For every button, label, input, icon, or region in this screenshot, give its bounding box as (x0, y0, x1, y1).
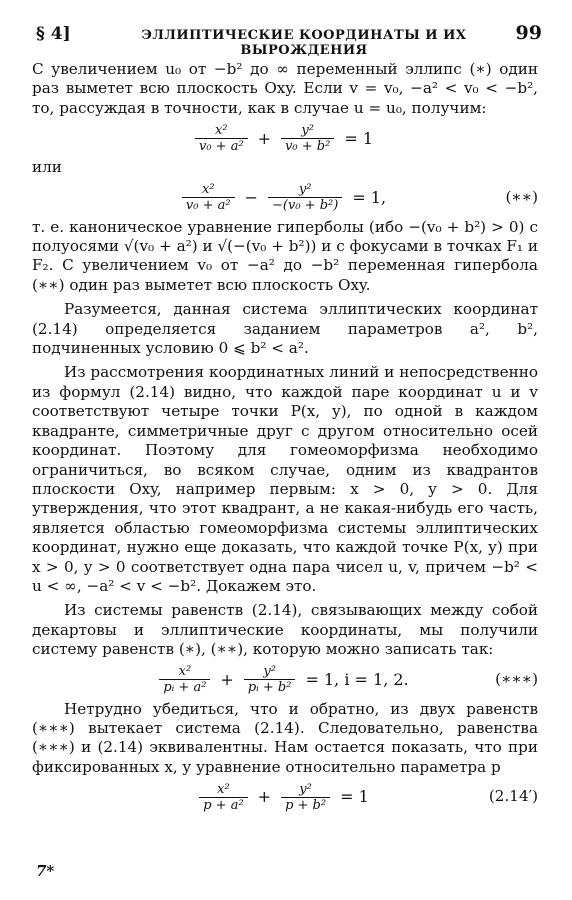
denominator: v₀ + b² (281, 138, 334, 154)
numerator: x² (217, 781, 230, 797)
denominator: pᵢ + a² (159, 679, 210, 695)
fraction (268, 182, 342, 213)
paragraph: Разумеется, данная система эллиптических координат (2.14) определяется заданием параметров a², b², подчиненных условию 0 ⩽ b² < a². (32, 300, 538, 358)
chapter-title: ЭЛЛИПТИЧЕСКИЕ КООРДИНАТЫ И ИХ ВЫРОЖДЕНИЯ (141, 28, 467, 58)
equation-tag: (2.14′) (488, 787, 538, 806)
paragraph: Нетрудно убедиться, что и обратно, из двух равенств (∗∗∗) вытекает система (2.14). Следовательно, равенства (∗∗∗) и (2.14) эквивалентны. Нам остается показать, что при фиксированных x, y уравнение относительно параметра p (32, 699, 538, 776)
denominator: v₀ + a² (195, 138, 248, 154)
running-header (36, 22, 542, 58)
operator: + (257, 787, 272, 807)
page-number: 99 (515, 22, 542, 44)
numerator: y² (299, 781, 312, 797)
fraction (281, 782, 330, 813)
paragraph: Из системы равенств (2.14), связывающих между собой декартовы и эллиптические координаты, мы получили систему равенств (∗), (∗∗), которую можно записать так: (32, 601, 538, 659)
paragraph: Из рассмотрения координатных линий и непосредственно из формул (2.14) видно, что каждой паре координат u и v соответствуют четыре точки P(x, y), по одной в каждом квадранте, симметричные друг с другом относительно осей координат. Поэтому для гомеоморфизма необходимо ограничиться, во всяком случае, одним из квадрантов плоскости Oxy, например первым: x > 0, y > 0. Для утверждения, что этот квадрант, а не какая-нибудь его часть, является областью гомеоморфизма системы эллиптических координат, нужно еще доказать, что каждой точке P(x, y) при x > 0, y > 0 соответствует одна пара чисел u, v, причем −b² < u < ∞, −a² < v < −b². Докажем это. (32, 363, 538, 595)
equation-system (32, 660, 538, 700)
equation-rhs: = 1 (340, 787, 369, 807)
fraction (244, 664, 296, 695)
fraction (281, 123, 334, 154)
operator: + (257, 128, 272, 148)
denominator: p + b² (281, 797, 330, 813)
equation-tag: (∗∗∗) (495, 669, 538, 688)
equation-tag: (∗∗) (505, 187, 538, 206)
operator: + (220, 669, 234, 689)
fraction (195, 123, 248, 154)
signature-mark: 7* (36, 862, 55, 880)
paragraph: С увеличением u₀ от −b² до ∞ переменный эллипс (∗) один раз выметет всю плоскость Oxy. Если v = v₀, −a² < v₀ < −b², то, рассуждая в точности, как в случае u = u₀, получим: (32, 60, 538, 117)
numerator: x² (201, 182, 215, 198)
operator: − (244, 187, 259, 207)
fraction (159, 664, 210, 695)
section-number: § 4] (36, 24, 71, 44)
equation-rhs: = 1, (352, 187, 387, 207)
equation-rhs: = 1 (344, 128, 373, 148)
equation-ellipse (32, 118, 538, 158)
denominator: p + a² (199, 797, 247, 813)
fraction (182, 182, 235, 213)
denominator: pᵢ + b² (244, 679, 296, 695)
fraction (199, 782, 247, 813)
connector-word: или (32, 158, 62, 177)
denominator: v₀ + a² (182, 197, 235, 213)
numerator: x² (215, 122, 228, 138)
equation-rhs: = 1, i = 1, 2. (305, 669, 409, 689)
equation-parameter (32, 777, 538, 817)
numerator: y² (263, 664, 276, 680)
page-body (32, 60, 538, 817)
numerator: y² (301, 122, 314, 138)
equation-hyperbola (32, 178, 538, 218)
paragraph: т. е. каноническое уравнение гиперболы (ибо −(v₀ + b²) > 0) с полуосями √(v₀ + a²) и √(−(v₀ + b²)) и с фокусами в точках F₁ и F₂. С увеличением v₀ от −a² до −b² переменная гипербола (∗∗) один раз выметет всю плоскость Oxy. (32, 217, 538, 294)
numerator: y² (298, 182, 312, 198)
numerator: x² (178, 664, 192, 680)
denominator: −(v₀ + b²) (268, 197, 342, 213)
